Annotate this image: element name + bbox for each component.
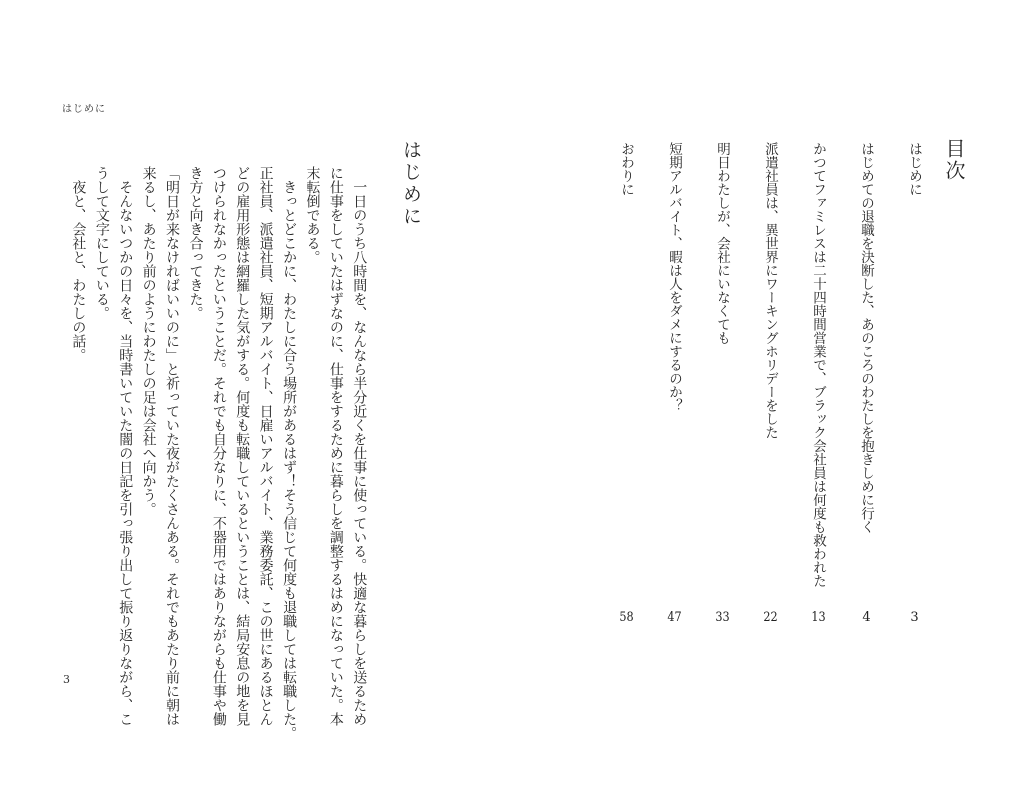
dotted-leader: [842, 534, 890, 612]
body-line: うして文字にしている。: [93, 166, 110, 320]
toc-entry-label: 明日わたしが、会社にいなくても: [714, 142, 730, 345]
toc-entry[interactable]: [842, 142, 890, 624]
toc-entry-page: 58: [619, 611, 634, 624]
toc-entry-label: かつてファミレスは二十四時間営業で、ブラック会社員は何度も救われた: [810, 142, 826, 588]
toc-entry-page: 13: [811, 611, 826, 624]
body-line: 一日のうち八時間を、なんなら半分近くを仕事に使っている。快適な暮らしを送るため: [351, 166, 368, 726]
toc-entry[interactable]: [794, 142, 842, 624]
page-number: 3: [63, 673, 70, 686]
body-line: き方と向き合ってきた。: [187, 166, 204, 320]
body-line: 夜と、会社と、わたしの話。: [70, 166, 87, 362]
body-line: に仕事をしていたはずなのに、仕事をするために暮らしを調整するはめになっていた。本: [327, 166, 344, 726]
toc-entry-label: はじめに: [906, 142, 922, 196]
toc-title: 目次: [942, 138, 966, 182]
body-line: 末転倒である。: [304, 166, 321, 264]
toc-entry-page: 47: [667, 611, 682, 624]
toc-entry-label: おわりに: [618, 142, 634, 196]
body-line: どの雇用形態は網羅した気がする。何度も転職しているということは、結局安息の地を見: [234, 166, 251, 726]
toc-entry-page: 33: [715, 611, 730, 624]
dotted-leader: [794, 588, 842, 612]
dotted-leader: [746, 439, 794, 611]
toc-entry-page: 4: [862, 611, 871, 624]
dotted-leader: [602, 196, 650, 611]
toc-entry-page: 3: [910, 611, 919, 624]
body-line: つけられなかったということだ。それでも自分なりに、不器用ではありながらも仕事や働: [210, 166, 227, 726]
dotted-leader: [650, 412, 698, 611]
dotted-leader: [698, 345, 746, 612]
toc-entry[interactable]: [890, 142, 938, 624]
toc-entry[interactable]: [746, 142, 794, 624]
body-line: 正社員、派遣社員、短期アルバイト、日雇いアルバイト、業務委託、この世にあるほとん: [257, 166, 274, 726]
toc-entry[interactable]: [650, 142, 698, 624]
body-line: 「明日が来なければいいのに」と祈っていた夜がたくさんある。それでもあたり前に朝は: [164, 166, 181, 726]
body-line: きっとどこかに、わたしに合う場所があるはず！そう信じて何度も退職しては転職した。: [281, 166, 298, 740]
toc-entry[interactable]: [602, 142, 650, 624]
toc-entry[interactable]: [698, 142, 746, 624]
toc-entry-label: はじめての退職を決断した、あのころのわたしを抱きしめに行く: [858, 142, 874, 534]
body-line: 来るし、あたり前のようにわたしの足は会社へ向かう。: [140, 166, 157, 516]
dotted-leader: [890, 196, 938, 611]
chapter-heading: はじめに: [400, 140, 422, 228]
running-head: はじめに: [62, 104, 106, 115]
table-of-contents: [602, 142, 938, 624]
toc-entry-page: 22: [763, 611, 778, 624]
toc-entry-label: 短期アルバイト、暇は人をダメにするのか？: [666, 142, 682, 412]
toc-entry-label: 派遣社員は、異世界にワーキングホリデーをした: [762, 142, 778, 439]
body-line: そんないつかの日々を、当時書いていた闇の日記を引っ張り出して振り返りながら、こ: [117, 166, 134, 726]
chapter-body: [66, 166, 370, 740]
